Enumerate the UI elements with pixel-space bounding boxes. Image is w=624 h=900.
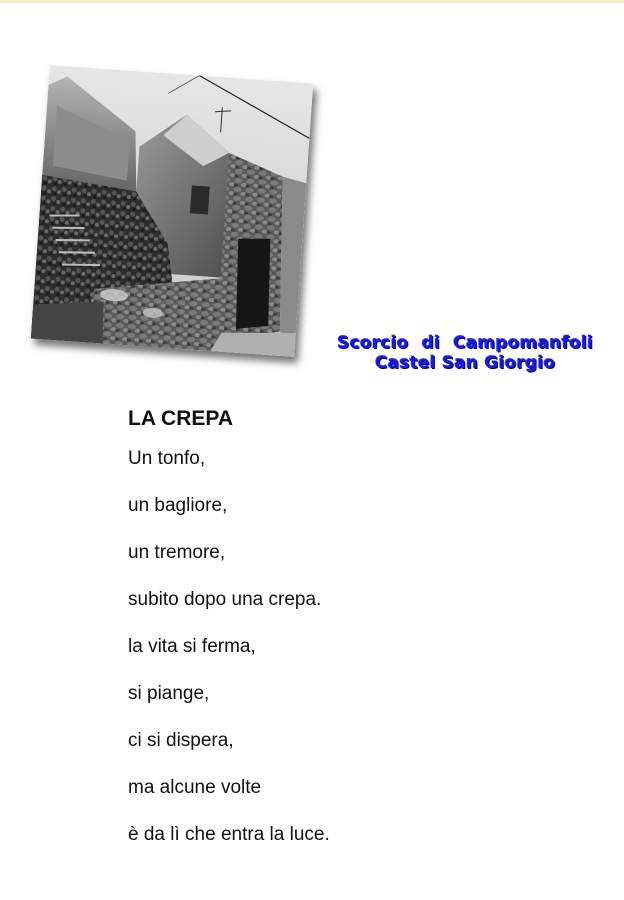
poem-lines xyxy=(128,435,330,858)
poem-line: la vita si ferma, xyxy=(128,636,256,657)
poem-line: è da lì che entra la luce. xyxy=(128,824,330,845)
poem-line: un bagliore, xyxy=(128,495,228,516)
poem-title: LA CREPA xyxy=(128,407,233,430)
caption-line-2: Castel San Giorgio xyxy=(374,353,556,373)
photo-frame xyxy=(31,65,313,357)
poem-line: ci si dispera, xyxy=(128,730,234,751)
photo-caption xyxy=(306,333,624,373)
poem-line: si piange, xyxy=(128,683,210,704)
caption-line-1: Scorcio di Campomanfoli xyxy=(337,333,593,353)
poem-line: un tremore, xyxy=(128,542,226,563)
village-ruins-photo xyxy=(31,65,313,357)
poem-line: ma alcune volte xyxy=(128,777,262,798)
poem-line: Un tonfo, xyxy=(128,448,206,469)
poem xyxy=(128,403,330,858)
poem-line: subito dopo una crepa. xyxy=(128,589,322,610)
top-border-strip xyxy=(0,0,624,3)
